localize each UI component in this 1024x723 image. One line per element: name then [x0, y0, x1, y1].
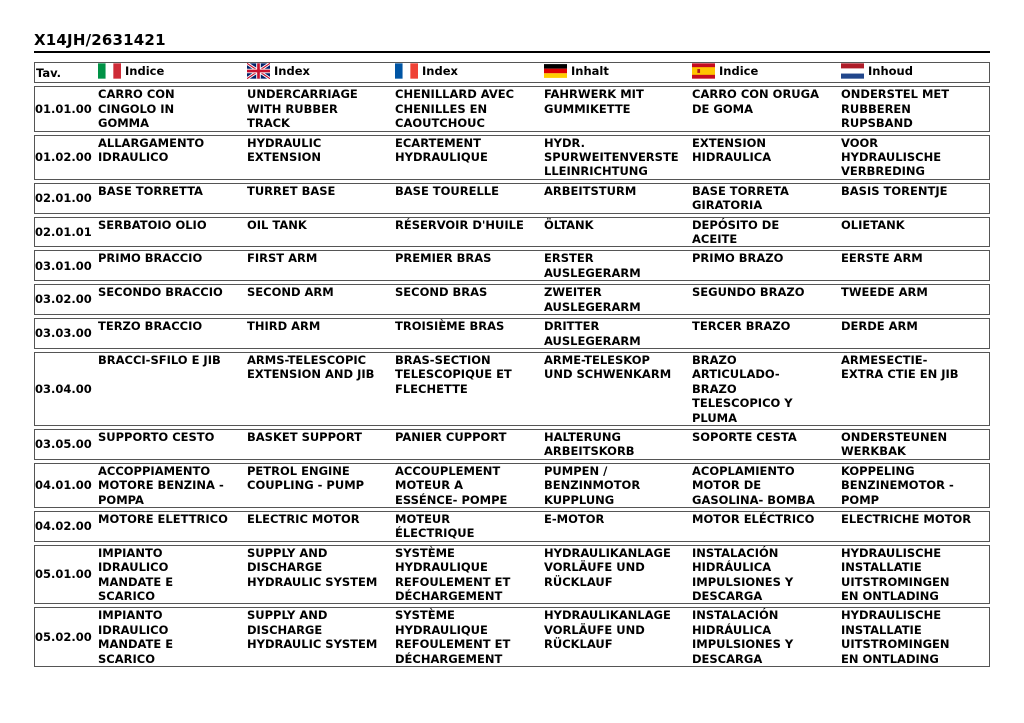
cell-text-line: RÉSERVOIR D'HUILE	[395, 217, 524, 232]
cell-text-line: RÜCKLAUF	[544, 637, 613, 652]
cell-text-line: CINGOLO IN	[98, 101, 175, 116]
cell-text-line: MOTOR ELÉCTRICO	[692, 511, 815, 526]
cell-text-line: SUPPORTO CESTO	[98, 429, 215, 444]
translation-cell	[97, 352, 246, 426]
cell-text-line: TWEEDE ARM	[841, 285, 928, 300]
cell-text-line: IMPIANTO	[98, 545, 163, 560]
table-row	[34, 318, 990, 349]
tav-header: Tav.	[34, 62, 97, 83]
section-code: 05.01.00	[34, 545, 97, 605]
translation-cell	[691, 511, 840, 542]
cell-text-line: ARBEITSTURM	[544, 183, 637, 198]
header-spanish	[691, 62, 840, 83]
table-row	[34, 607, 990, 667]
cell-text-line: REFOULEMENT ET	[395, 574, 511, 589]
translation-cell	[691, 250, 840, 281]
cell-text-line: SYSTÈME	[395, 608, 455, 623]
section-code: 03.01.00	[34, 250, 97, 281]
translation-cell	[394, 250, 543, 281]
header-italian	[97, 62, 246, 83]
cell-text-line: DESCARGA	[692, 651, 763, 666]
cell-text-line: ARMS-TELESCOPIC	[247, 352, 367, 367]
cell-text-line: EN ONTLADING	[841, 589, 939, 603]
cell-text-line: DISCHARGE	[247, 622, 323, 637]
translation-cell	[246, 183, 394, 214]
uk-flag-icon	[247, 63, 270, 79]
cell-text-line: E-MOTOR	[544, 511, 605, 526]
cell-text-line: PREMIER BRAS	[395, 251, 492, 266]
cell-text-line: PETROL ENGINE	[247, 463, 350, 478]
translation-cell	[543, 429, 691, 460]
spain-flag-icon	[692, 63, 715, 79]
translation-cell	[543, 250, 691, 281]
translation-cell	[691, 86, 840, 131]
cell-text-line: MOTORE ELETTRICO	[98, 511, 228, 526]
cell-text-line: AUSLEGERARM	[544, 299, 641, 314]
cell-text-line: THIRD ARM	[247, 319, 321, 334]
cell-text-line: MOTORE BENZINA -	[98, 478, 224, 493]
translation-cell	[840, 318, 990, 349]
cell-text-line: OLIETANK	[841, 217, 905, 232]
cell-text-line: BRACCI-SFILO E JIB	[98, 352, 221, 367]
cell-text-line: BRAZO	[692, 381, 737, 396]
cell-text-line: ARMESECTIE-	[841, 352, 928, 367]
cell-text-line: PLUMA	[692, 410, 738, 425]
cell-text-line: WITH RUBBER	[247, 101, 338, 116]
section-code: 04.01.00	[34, 463, 97, 508]
table-row	[34, 86, 990, 131]
cell-text-line: INSTALACIÓN	[692, 608, 779, 623]
cell-text-line: SUPPLY AND	[247, 545, 328, 560]
cell-text-line: TERCER BRAZO	[692, 319, 791, 334]
table-row	[34, 511, 990, 542]
cell-text-line: HYDRAULIC SYSTEM	[247, 637, 378, 652]
header-label: Indice	[719, 63, 759, 78]
cell-text-line: EXTENSION	[692, 135, 767, 150]
cell-text-line: PRIMO BRAZO	[692, 251, 784, 266]
cell-text-line: EXTRA CTIE EN JIB	[841, 367, 959, 382]
cell-text-line: UND SCHWENKARM	[544, 367, 672, 382]
table-row	[34, 135, 990, 180]
cell-text-line: UNDERCARRIAGE	[247, 87, 358, 102]
table-row	[34, 352, 990, 426]
table-row	[34, 463, 990, 508]
section-code: 03.04.00	[34, 352, 97, 426]
cell-text-line: SECOND BRAS	[395, 285, 488, 300]
cell-text-line: UITSTROMINGEN	[841, 574, 950, 589]
translation-cell	[691, 429, 840, 460]
index-table	[34, 59, 990, 670]
cell-text-line: HYDRAULIQUE	[395, 560, 488, 575]
cell-text-line: ELECTRICHE MOTOR	[841, 511, 972, 526]
cell-text-line: DE GOMA	[692, 101, 753, 116]
cell-text-line: SCARICO	[98, 651, 155, 666]
cell-text-line: SCARICO	[98, 589, 155, 603]
translation-cell	[840, 250, 990, 281]
cell-text-line: TURRET BASE	[247, 183, 336, 198]
translation-cell	[97, 217, 246, 248]
cell-text-line: BASE TORRETA	[692, 183, 789, 198]
cell-text-line: INSTALLATIE	[841, 622, 922, 637]
cell-text-line: PANIER CUPPORT	[395, 429, 507, 444]
section-code: 02.01.01	[34, 217, 97, 248]
header-french	[394, 62, 543, 83]
translation-cell	[543, 217, 691, 248]
cell-text-line: HIDRÁULICA	[692, 622, 772, 637]
cell-text-line: GOMMA	[98, 116, 150, 131]
translation-cell	[543, 545, 691, 605]
title-underline	[34, 51, 990, 53]
cell-text-line: COUPLING - PUMP	[247, 478, 365, 493]
cell-text-line: HYDRAULIQUE	[395, 622, 488, 637]
cell-text-line: IDRAULICO	[98, 622, 169, 637]
translation-cell	[246, 352, 394, 426]
cell-text-line: ACOPLAMIENTO	[692, 463, 795, 478]
cell-text-line: ZWEITER	[544, 285, 602, 300]
cell-text-line: BENZINEMOTOR -	[841, 478, 954, 493]
cell-text-line: RUBBEREN	[841, 101, 911, 116]
translation-cell	[691, 352, 840, 426]
section-code: 04.02.00	[34, 511, 97, 542]
translation-cell	[394, 318, 543, 349]
translation-cell	[840, 284, 990, 315]
header-label: Index	[274, 63, 310, 78]
section-code: 01.02.00	[34, 135, 97, 180]
cell-text-line: SPURWEITENVERSTE	[544, 150, 679, 165]
translation-cell	[840, 607, 990, 667]
cell-text-line: SUPPLY AND	[247, 608, 328, 623]
cell-text-line: VORLÄUFE UND	[544, 560, 645, 575]
translation-cell	[246, 511, 394, 542]
translation-cell	[840, 352, 990, 426]
cell-text-line: TERZO BRACCIO	[98, 319, 203, 334]
cell-text-line: SECOND ARM	[247, 285, 334, 300]
cell-text-line: HYDR.	[544, 135, 585, 150]
header-label: Inhoud	[868, 63, 913, 78]
cell-text-line: GASOLINA- BOMBA	[692, 492, 815, 507]
translation-cell	[394, 86, 543, 131]
cell-text-line: ECARTEMENT	[395, 135, 482, 150]
cell-text-line: ONDERSTEL MET	[841, 87, 950, 102]
cell-text-line: VOOR	[841, 135, 879, 150]
translation-cell	[97, 511, 246, 542]
table-row	[34, 250, 990, 281]
cell-text-line: BRAS-SECTION	[395, 352, 491, 367]
cell-text-line: BASIS TORENTJE	[841, 183, 948, 198]
translation-cell	[691, 217, 840, 248]
translation-cell	[97, 250, 246, 281]
cell-text-line: IDRAULICO	[98, 150, 169, 165]
translation-cell	[394, 545, 543, 605]
cell-text-line: HYDRAULIQUE	[395, 150, 488, 165]
cell-text-line: EXTENSION AND JIB	[247, 367, 375, 382]
cell-text-line: EN ONTLADING	[841, 651, 939, 666]
translation-cell	[840, 463, 990, 508]
header-label: Indice	[125, 63, 165, 78]
translation-cell	[246, 250, 394, 281]
translation-cell	[246, 318, 394, 349]
translation-cell	[394, 429, 543, 460]
cell-text-line: BENZINMOTOR	[544, 478, 641, 493]
cell-text-line: MOTOR DE	[692, 478, 762, 493]
translation-cell	[97, 545, 246, 605]
cell-text-line: FIRST ARM	[247, 251, 318, 266]
translation-cell	[246, 135, 394, 180]
section-code: 05.02.00	[34, 607, 97, 667]
cell-text-line: SYSTÈME	[395, 545, 455, 560]
table-row	[34, 217, 990, 248]
cell-text-line: DERDE ARM	[841, 319, 918, 334]
cell-text-line: HYDRAULIC	[247, 135, 322, 150]
cell-text-line: ELECTRIC MOTOR	[247, 511, 360, 526]
cell-text-line: OIL TANK	[247, 217, 307, 232]
translation-cell	[97, 318, 246, 349]
cell-text-line: ACCOPPIAMENTO	[98, 463, 211, 478]
cell-text-line: UITSTROMINGEN	[841, 637, 950, 652]
header-german	[543, 62, 691, 83]
translation-cell	[691, 545, 840, 605]
table-row	[34, 429, 990, 460]
translation-cell	[246, 607, 394, 667]
table-row	[34, 284, 990, 315]
cell-text-line: HIDRÁULICA	[692, 560, 772, 575]
translation-cell	[840, 511, 990, 542]
germany-flag-icon	[544, 63, 567, 79]
translation-cell	[840, 429, 990, 460]
cell-text-line: CAOUTCHOUC	[395, 116, 485, 131]
translation-cell	[543, 511, 691, 542]
translation-cell	[691, 183, 840, 214]
cell-text-line: POMP	[841, 492, 880, 507]
translation-cell	[840, 545, 990, 605]
cell-text-line: HIDRAULICA	[692, 150, 772, 165]
cell-text-line: PRIMO BRACCIO	[98, 251, 203, 266]
cell-text-line: EERSTE ARM	[841, 251, 923, 266]
translation-cell	[246, 545, 394, 605]
translation-cell	[840, 86, 990, 131]
cell-text-line: ÖLTANK	[544, 217, 594, 232]
cell-text-line: HALTERUNG	[544, 429, 621, 444]
france-flag-icon	[395, 63, 418, 79]
cell-text-line: TELESCOPICO Y	[692, 396, 793, 411]
cell-text-line: DRITTER	[544, 319, 600, 334]
cell-text-line: ACCOUPLEMENT	[395, 463, 501, 478]
translation-cell	[691, 463, 840, 508]
cell-text-line: CARRO CON ORUGA	[692, 87, 819, 102]
cell-text-line: WERKBAK	[841, 444, 906, 459]
cell-text-line: FAHRWERK MIT	[544, 87, 644, 102]
cell-text-line: INSTALACIÓN	[692, 545, 779, 560]
translation-cell	[246, 284, 394, 315]
cell-text-line: IMPULSIONES Y	[692, 637, 794, 652]
header-dutch	[840, 62, 990, 83]
netherlands-flag-icon	[841, 63, 864, 79]
translation-cell	[543, 463, 691, 508]
cell-text-line: HYDRAULISCHE	[841, 150, 942, 165]
cell-text-line: MOTEUR A	[395, 478, 464, 493]
translation-cell	[691, 284, 840, 315]
translation-cell	[394, 217, 543, 248]
translation-cell	[394, 511, 543, 542]
cell-text-line: RÜCKLAUF	[544, 574, 613, 589]
section-code: 02.01.00	[34, 183, 97, 214]
cell-text-line: BASE TORRETTA	[98, 183, 203, 198]
italy-flag-icon	[98, 63, 121, 79]
translation-cell	[97, 284, 246, 315]
translation-cell	[246, 86, 394, 131]
cell-text-line: INSTALLATIE	[841, 560, 922, 575]
cell-text-line: VORLÄUFE UND	[544, 622, 645, 637]
cell-text-line: LLEINRICHTUNG	[544, 164, 648, 179]
cell-text-line: ACEITE	[692, 232, 738, 247]
translation-cell	[840, 135, 990, 180]
cell-text-line: DEPÓSITO DE	[692, 217, 780, 232]
cell-text-line: POMPA	[98, 492, 144, 507]
cell-text-line: SECONDO BRACCIO	[98, 285, 223, 300]
section-code: 03.03.00	[34, 318, 97, 349]
cell-text-line: ARME-TELESKOP	[544, 352, 650, 367]
translation-cell	[691, 607, 840, 667]
translation-cell	[543, 284, 691, 315]
translation-cell	[394, 183, 543, 214]
cell-text-line: MANDATE E	[98, 637, 174, 652]
translation-cell	[394, 463, 543, 508]
cell-text-line: BRAZO	[692, 352, 737, 367]
cell-text-line: BASKET SUPPORT	[247, 429, 362, 444]
translation-cell	[97, 86, 246, 131]
translation-cell	[691, 135, 840, 180]
cell-text-line: BASE TOURELLE	[395, 183, 499, 198]
cell-text-line: HYDRAULIKANLAGE	[544, 608, 671, 623]
cell-text-line: HYDRAULISCHE	[841, 608, 942, 623]
cell-text-line: VERBREDING	[841, 164, 925, 179]
cell-text-line: HYDRAULISCHE	[841, 545, 942, 560]
translation-cell	[246, 463, 394, 508]
translation-cell	[246, 217, 394, 248]
header-label: Index	[422, 63, 458, 78]
cell-text-line: DÉCHARGEMENT	[395, 589, 503, 603]
translation-cell	[543, 352, 691, 426]
translation-cell	[97, 463, 246, 508]
header-label: Inhalt	[571, 63, 609, 78]
cell-text-line: ESSÉNCE- POMPE	[395, 492, 508, 507]
cell-text-line: IMPULSIONES Y	[692, 574, 794, 589]
cell-text-line: HYDRAULIC SYSTEM	[247, 574, 378, 589]
translation-cell	[394, 607, 543, 667]
section-code: 03.05.00	[34, 429, 97, 460]
cell-text-line: REFOULEMENT ET	[395, 637, 511, 652]
section-code: 01.01.00	[34, 86, 97, 131]
cell-text-line: CARRO CON	[98, 87, 175, 102]
table-row	[34, 183, 990, 214]
section-code: 03.02.00	[34, 284, 97, 315]
translation-cell	[543, 318, 691, 349]
header-english	[246, 62, 394, 83]
cell-text-line: CHENILLARD AVEC	[395, 87, 515, 102]
cell-text-line: CHENILLES EN	[395, 101, 488, 116]
cell-text-line: TRACK	[247, 116, 290, 131]
cell-text-line: KUPPLUNG	[544, 492, 615, 507]
cell-text-line: MOTEUR	[395, 511, 451, 526]
cell-text-line: TROISIÈME BRAS	[395, 319, 505, 334]
translation-cell	[543, 86, 691, 131]
cell-text-line: ARTICULADO-	[692, 367, 780, 382]
header-row	[34, 62, 990, 83]
cell-text-line: TELESCOPIQUE ET	[395, 367, 512, 382]
document-title: X14JH/2631421	[34, 31, 166, 49]
cell-text-line: AUSLEGERARM	[544, 265, 641, 280]
cell-text-line: IMPIANTO	[98, 608, 163, 623]
cell-text-line: DESCARGA	[692, 589, 763, 603]
cell-text-line: GUMMIKETTE	[544, 101, 631, 116]
cell-text-line: RUPSBAND	[841, 116, 913, 131]
translation-cell	[394, 284, 543, 315]
translation-cell	[543, 183, 691, 214]
translation-cell	[97, 183, 246, 214]
translation-cell	[543, 135, 691, 180]
cell-text-line: HYDRAULIKANLAGE	[544, 545, 671, 560]
cell-text-line: IDRAULICO	[98, 560, 169, 575]
cell-text-line: ALLARGAMENTO	[98, 135, 205, 150]
translation-cell	[543, 607, 691, 667]
cell-text-line: AUSLEGERARM	[544, 333, 641, 348]
cell-text-line: SERBATOIO OLIO	[98, 217, 207, 232]
cell-text-line: PUMPEN /	[544, 463, 608, 478]
translation-cell	[840, 217, 990, 248]
cell-text-line: ERSTER	[544, 251, 594, 266]
cell-text-line: EXTENSION	[247, 150, 322, 165]
translation-cell	[97, 135, 246, 180]
cell-text-line: SOPORTE CESTA	[692, 429, 797, 444]
cell-text-line: DISCHARGE	[247, 560, 323, 575]
cell-text-line: DÉCHARGEMENT	[395, 651, 503, 666]
translation-cell	[840, 183, 990, 214]
cell-text-line: ÉLECTRIQUE	[395, 526, 475, 541]
translation-cell	[246, 429, 394, 460]
translation-cell	[394, 352, 543, 426]
cell-text-line: KOPPELING	[841, 463, 915, 478]
cell-text-line: GIRATORIA	[692, 198, 763, 213]
translation-cell	[394, 135, 543, 180]
cell-text-line: MANDATE E	[98, 574, 174, 589]
cell-text-line: ARBEITSKORB	[544, 444, 635, 459]
table-row	[34, 545, 990, 605]
cell-text-line: ONDERSTEUNEN	[841, 429, 948, 444]
cell-text-line: FLECHETTE	[395, 381, 468, 396]
translation-cell	[97, 607, 246, 667]
translation-cell	[691, 318, 840, 349]
cell-text-line: SEGUNDO BRAZO	[692, 285, 805, 300]
translation-cell	[97, 429, 246, 460]
